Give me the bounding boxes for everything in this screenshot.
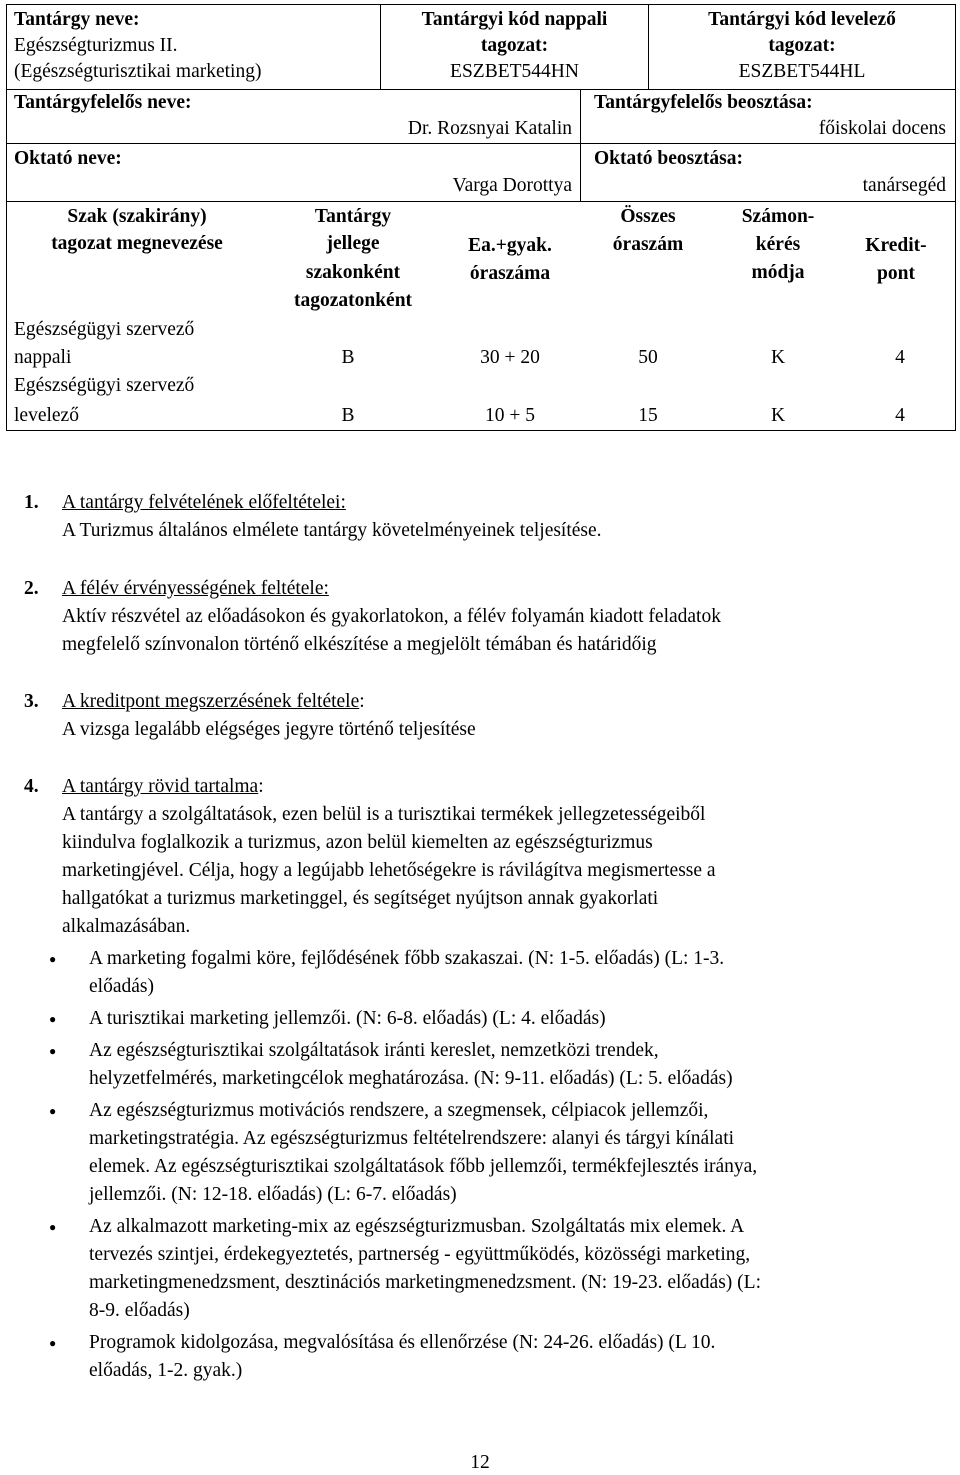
row-hours: 10 + 5 (485, 405, 535, 426)
header-type-2: jellege (326, 233, 380, 254)
teacher-label: Oktató neve: (14, 148, 122, 169)
list-item-line: tervezés szintjei, érdekegyeztetés, partnerség - együttműködés, közösségi marketing, (89, 1244, 751, 1265)
row-type: B (341, 347, 355, 368)
code-day-label-2: tagozat: (480, 35, 549, 56)
section-title-text: A félév érvényességének feltétele: (62, 578, 329, 599)
list-item-line: ● A turisztikai marketing jellemzői. (N: 6-8. előadás) (L: 4. előadás) (89, 1008, 606, 1029)
responsible-value: Dr. Rozsnyai Katalin (407, 118, 572, 139)
header-major-2: tagozat megnevezése (51, 233, 223, 254)
table-divider (6, 201, 956, 202)
code-corr-label-2: tagozat: (768, 35, 836, 56)
row-type: B (341, 405, 355, 426)
list-item-line: 8-9. előadás) (89, 1300, 190, 1321)
section-title (62, 773, 264, 801)
list-item (49, 1037, 949, 1093)
row-exam: K (770, 405, 786, 426)
row-credit: 4 (895, 405, 905, 426)
responsible-position-value: főiskolai docens (818, 118, 946, 139)
list-item-line: ● Az alkalmazott marketing-mix az egészségturizmusban. Szolgáltatás mix elemek. A (89, 1216, 745, 1237)
list-item (49, 1005, 949, 1033)
header-total-2: óraszám (612, 234, 684, 255)
list-item-line: helyzetfelmérés, marketingcélok meghatározása. (N: 9-11. előadás) (L: 5. előadás) (89, 1068, 733, 1089)
subject-name-subtitle: (Egészségturisztikai marketing) (14, 61, 262, 82)
list-item-line: ● A marketing fogalmi köre, fejlődésének főbb szakaszai. (N: 1-5. előadás) (L: 1-3. (89, 948, 725, 969)
header-exam: Számon- (741, 206, 815, 227)
content-bullet-list (49, 945, 949, 1385)
responsible-label: Tantárgyfelelős neve: (14, 92, 192, 113)
section-text: kiindulva foglalkozik a turizmus, azon belül kiemelten az egészségturizmus (62, 832, 653, 853)
section-text: hallgatókat a turizmus marketinggel, és segítséget nyújtson annak gyakorlati (62, 888, 659, 909)
section-title-suffix: : (359, 691, 365, 712)
row-mode: nappali (14, 347, 72, 368)
header-total: Összes (620, 206, 676, 227)
section-number: 1. (24, 492, 39, 513)
page-number: 12 (470, 1452, 490, 1473)
section-title-suffix: : (258, 776, 264, 797)
teacher-value: Varga Dorottya (452, 175, 572, 196)
code-corr-label: Tantárgyi kód levelező (708, 9, 896, 30)
section-title-text: A tantárgy rövid tartalma (62, 776, 259, 797)
header-hours-2: óraszáma (469, 263, 551, 284)
section-text: megfelelő színvonalon történő elkészítése a megjelölt témában és határidőig (62, 634, 657, 655)
list-item-line: jellemzői. (N: 12-18. előadás) (L: 6-7. előadás) (89, 1184, 457, 1205)
table-divider (6, 143, 956, 144)
list-item (49, 1213, 949, 1325)
header-exam-3: módja (751, 262, 805, 283)
list-item-line: ● Az egészségturizmus motivációs rendszere, a szegmensek, célpiacok jellemzői, (89, 1100, 709, 1121)
header-hours: Ea.+gyak. (468, 235, 552, 256)
list-item-line: előadás, 1-2. gyak.) (89, 1360, 243, 1381)
list-item-line: marketingmenedzsment, desztinációs marketingmenedzsment. (N: 19-23. előadás) (L: (89, 1272, 761, 1293)
subject-name-label: Tantárgy neve: (14, 9, 140, 30)
header-exam-2: kérés (755, 234, 801, 255)
section-text: A vizsga legalább elégséges jegyre történő teljesítése (62, 719, 476, 740)
section-text: A Turizmus általános elmélete tantárgy követelményeinek teljesítése. (62, 520, 602, 541)
teacher-position-label: Oktató beosztása: (594, 148, 743, 169)
row-total: 15 (638, 405, 658, 426)
row-exam: K (770, 347, 786, 368)
row-hours: 30 + 20 (480, 347, 540, 368)
responsible-position-label: Tantárgyfelelős beosztása: (594, 92, 813, 113)
header-major: Szak (szakirány) (67, 206, 207, 227)
header-credit-2: pont (877, 263, 915, 284)
section-title (62, 575, 329, 603)
section-text: marketingjével. Célja, hogy a legújabb lehetőségekre is rávilágítva megismertesse a (62, 860, 716, 881)
code-day-label: Tantárgyi kód nappali (421, 9, 608, 30)
subject-name-value: Egészségturizmus II. (14, 35, 178, 56)
section-number: 4. (24, 776, 39, 797)
list-item-line: előadás) (89, 976, 154, 997)
row-total: 50 (638, 347, 658, 368)
row-credit: 4 (895, 347, 905, 368)
row-major: Egészségügyi szervező (14, 319, 195, 340)
section-text: A tantárgy a szolgáltatások, ezen belül is a turisztikai termékek jellegzetességeiből (62, 804, 706, 825)
list-item (49, 945, 949, 1001)
code-corr-value: ESZBET544HL (738, 61, 866, 82)
header-type: Tantárgy (314, 206, 392, 227)
section-title-text: A tantárgy felvételének előfeltételei: (62, 492, 346, 513)
list-item-line: ● Az egészségturisztikai szolgáltatások iránti kereslet, nemzetközi trendek, (89, 1040, 659, 1061)
row-mode: levelező (14, 405, 79, 426)
list-item-line: elemek. Az egészségturisztikai szolgáltatások főbb jellemzői, termékfejlesztés iránya, (89, 1156, 758, 1177)
section-number: 2. (24, 578, 39, 599)
code-day-value: ESZBET544HN (450, 61, 579, 82)
list-item (49, 1097, 949, 1209)
row-major: Egészségügyi szervező (14, 375, 195, 396)
list-item-line: marketingstratégia. Az egészségturizmus feltételrendszere: alanyi és tárgyi kínálati (89, 1128, 735, 1149)
section-number: 3. (24, 691, 39, 712)
list-item (49, 1329, 949, 1385)
section-title (62, 688, 365, 716)
header-type-4: tagozatonként (293, 290, 413, 311)
section-text: alkalmazásában. (62, 916, 191, 937)
header-credit: Kredit- (865, 235, 927, 256)
section-title-text: A kreditpont megszerzésének feltétele (62, 691, 360, 712)
list-item-line: ● Programok kidolgozása, megvalósítása és ellenőrzése (N: 24-26. előadás) (L 10. (89, 1332, 716, 1353)
teacher-position-value: tanársegéd (862, 175, 946, 196)
section-text: Aktív részvétel az előadásokon és gyakorlatokon, a félév folyamán kiadott feladatok (62, 606, 721, 627)
table-divider (580, 89, 581, 201)
section-title (62, 489, 346, 517)
header-type-3: szakonként (305, 262, 401, 283)
